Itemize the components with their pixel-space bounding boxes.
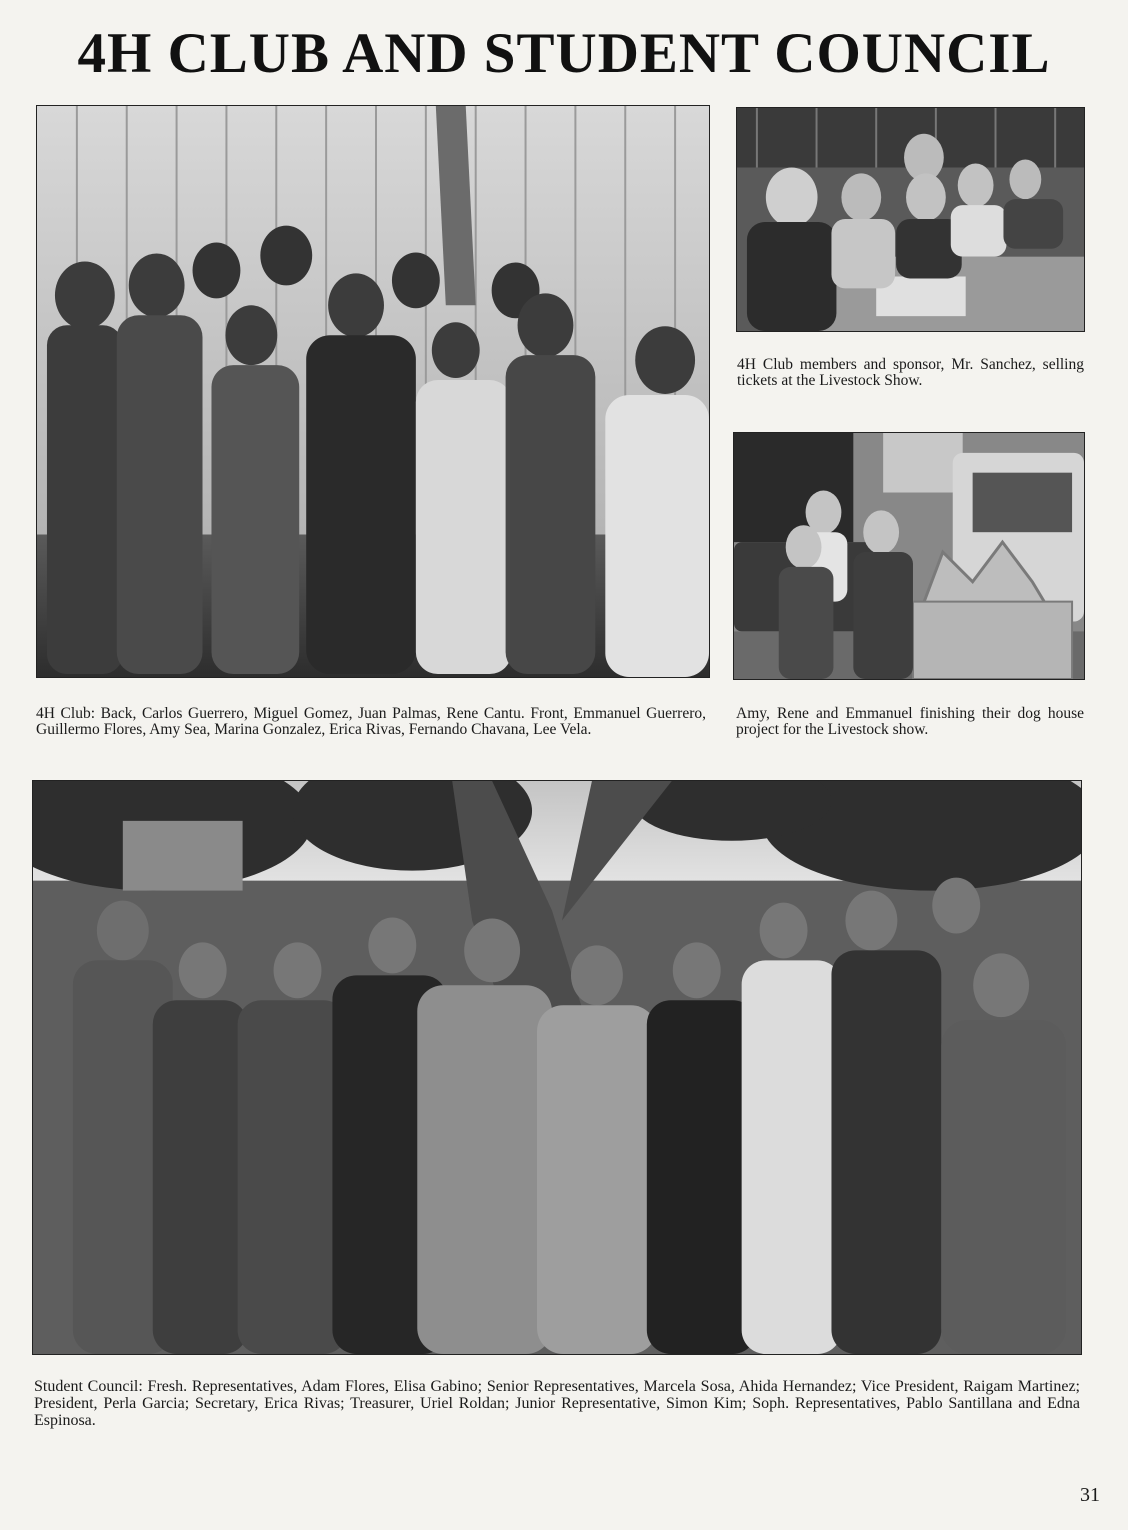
dog-house-caption: Amy, Rene and Emmanuel finishing their dog house project for the Livestock show. <box>736 705 1084 738</box>
page-title: 4H CLUB AND STUDENT COUNCIL <box>77 22 1051 85</box>
council-group-photo <box>32 780 1082 1355</box>
tickets-photo <box>736 107 1085 332</box>
council-group-caption: Student Council: Fresh. Representatives, Adam Flores, Elisa Gabino; Senior Representatives, Marcela Sosa, Ahida Hernandez; Vice President, Raigam Martinez; President, Perla Garcia; Secretary, Erica Rivas; Treasurer, Uriel Roldan; Junior Representative, Simon Kim; Soph. Representatives, Pablo Santillana and Edna Espinosa. <box>34 1378 1080 1429</box>
club-group-caption: 4H Club: Back, Carlos Guerrero, Miguel Gomez, Juan Palmas, Rene Cantu. Front, Emmanuel Guerrero, Guillermo Flores, Amy Sea, Marina Gonzalez, Erica Rivas, Fernando Chavana, Lee Vela. <box>36 705 706 738</box>
club-group-photo <box>36 105 710 678</box>
dog-house-photo <box>733 432 1085 680</box>
page-number: 31 <box>1080 1484 1100 1506</box>
tickets-caption: 4H Club members and sponsor, Mr. Sanchez, selling tickets at the Livestock Show. <box>737 356 1084 389</box>
